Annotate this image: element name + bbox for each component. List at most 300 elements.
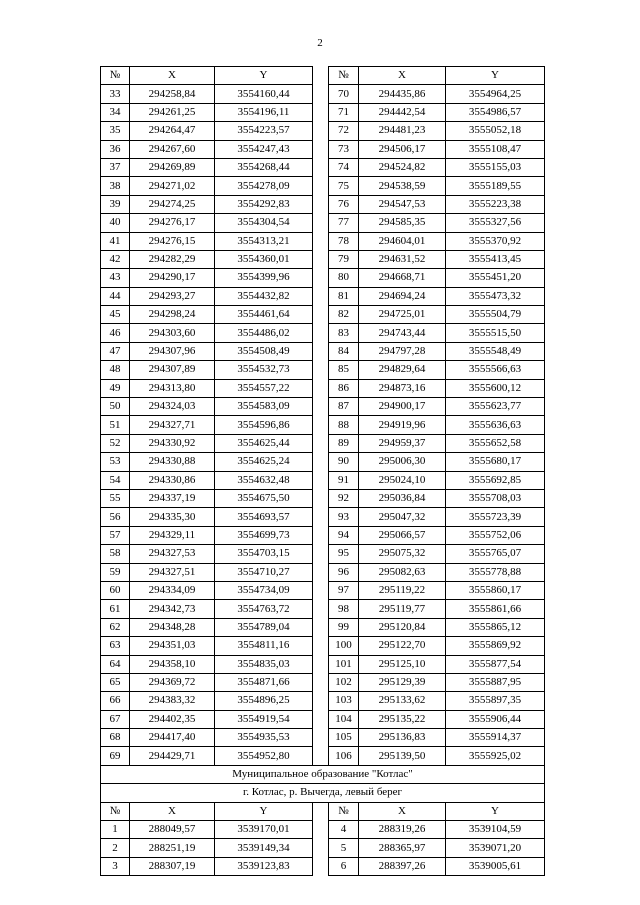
cell-left-num: 40 xyxy=(101,214,130,232)
cell-left-x: 294330,92 xyxy=(130,434,215,452)
cell-right-x: 295125,10 xyxy=(359,655,446,673)
column-gap xyxy=(313,324,329,342)
cell-left-num: 44 xyxy=(101,287,130,305)
cell-left-num: 3 xyxy=(101,857,130,875)
column-gap xyxy=(313,379,329,397)
cell-left-y: 3554703,15 xyxy=(215,545,313,563)
cell-left-y: 3554871,66 xyxy=(215,673,313,691)
cell-left-y: 3554304,54 xyxy=(215,214,313,232)
cell-left-y: 3554268,44 xyxy=(215,158,313,176)
table-row xyxy=(101,269,545,287)
cell-left-num: 42 xyxy=(101,250,130,268)
cell-left-num: 50 xyxy=(101,398,130,416)
cell-left-x: 294429,71 xyxy=(130,747,215,765)
page-number: 2 xyxy=(317,37,323,49)
cell-left-num: 48 xyxy=(101,361,130,379)
cell-right-num: 74 xyxy=(329,158,359,176)
column-gap xyxy=(313,673,329,691)
cell-right-x: 294668,71 xyxy=(359,269,446,287)
cell-right-num: 6 xyxy=(329,857,359,875)
table-row xyxy=(101,821,545,839)
table-row xyxy=(101,306,545,324)
table-row xyxy=(101,600,545,618)
section-subtitle-row xyxy=(101,784,545,802)
column-gap xyxy=(313,839,329,857)
cell-left-num: 55 xyxy=(101,489,130,507)
cell-left-x: 294324,03 xyxy=(130,398,215,416)
cell-right-x: 295066,57 xyxy=(359,526,446,544)
column-gap xyxy=(313,581,329,599)
cell-left-x: 294267,60 xyxy=(130,140,215,158)
cell-left-num: 59 xyxy=(101,563,130,581)
cell-left-y: 3554596,86 xyxy=(215,416,313,434)
cell-right-y: 3555723,39 xyxy=(446,508,545,526)
cell-left-y: 3554919,54 xyxy=(215,710,313,728)
cell-left-y: 3554583,09 xyxy=(215,398,313,416)
cell-left-y: 3554486,02 xyxy=(215,324,313,342)
section-subtitle: г. Котлас, р. Вычегда, левый берег xyxy=(101,784,545,802)
section-title-row xyxy=(101,765,545,783)
cell-left-num: 64 xyxy=(101,655,130,673)
cell-left-num: 61 xyxy=(101,600,130,618)
table-row xyxy=(101,673,545,691)
cell-left-x: 294417,40 xyxy=(130,729,215,747)
cell-right-x: 295119,22 xyxy=(359,581,446,599)
cell-left-num: 35 xyxy=(101,122,130,140)
cell-right-x: 294585,35 xyxy=(359,214,446,232)
table-row xyxy=(101,250,545,268)
cell-right-x: 294506,17 xyxy=(359,140,446,158)
cell-left-y: 3554811,16 xyxy=(215,637,313,655)
cell-left-num: 52 xyxy=(101,434,130,452)
cell-left-y: 3554789,04 xyxy=(215,618,313,636)
table-row xyxy=(101,618,545,636)
column-gap xyxy=(313,489,329,507)
cell-right-y: 3539104,59 xyxy=(446,821,545,839)
cell-left-y: 3554952,80 xyxy=(215,747,313,765)
cell-left-y: 3554699,73 xyxy=(215,526,313,544)
table-row xyxy=(101,85,545,103)
table-row xyxy=(101,581,545,599)
cell-right-y: 3554986,57 xyxy=(446,103,545,121)
cell-right-num: 100 xyxy=(329,637,359,655)
cell-left-x: 294290,17 xyxy=(130,269,215,287)
column-gap xyxy=(313,526,329,544)
cell-right-num: 106 xyxy=(329,747,359,765)
cell-left-num: 34 xyxy=(101,103,130,121)
cell-right-x: 294524,82 xyxy=(359,158,446,176)
cell-left-x: 294327,51 xyxy=(130,563,215,581)
cell-right-x: 294959,37 xyxy=(359,434,446,452)
table-row xyxy=(101,416,545,434)
cell-right-y: 3555548,49 xyxy=(446,342,545,360)
cell-left-x: 294369,72 xyxy=(130,673,215,691)
cell-left-num: 57 xyxy=(101,526,130,544)
cell-right-x: 295136,83 xyxy=(359,729,446,747)
cell-left-x: 288251,19 xyxy=(130,839,215,857)
cell-left-num: 54 xyxy=(101,471,130,489)
cell-right-num: 92 xyxy=(329,489,359,507)
column-gap xyxy=(313,306,329,324)
column-gap xyxy=(313,416,329,434)
cell-left-y: 3554710,27 xyxy=(215,563,313,581)
cell-right-x: 294743,44 xyxy=(359,324,446,342)
cell-right-y: 3555914,37 xyxy=(446,729,545,747)
cell-right-x: 295129,39 xyxy=(359,673,446,691)
cell-left-y: 3539149,34 xyxy=(215,839,313,857)
cell-left-x: 294276,17 xyxy=(130,214,215,232)
cell-left-num: 69 xyxy=(101,747,130,765)
cell-right-num: 80 xyxy=(329,269,359,287)
cell-right-y: 3555052,18 xyxy=(446,122,545,140)
cell-right-num: 97 xyxy=(329,581,359,599)
cell-left-y: 3554935,53 xyxy=(215,729,313,747)
cell-right-y: 3555515,50 xyxy=(446,324,545,342)
cell-left-num: 62 xyxy=(101,618,130,636)
column-gap xyxy=(313,140,329,158)
cell-right-y: 3555861,66 xyxy=(446,600,545,618)
cell-right-num: 70 xyxy=(329,85,359,103)
cell-right-num: 103 xyxy=(329,692,359,710)
cell-left-num: 68 xyxy=(101,729,130,747)
cell-left-num: 67 xyxy=(101,710,130,728)
cell-left-x: 294274,25 xyxy=(130,195,215,213)
table-row xyxy=(101,103,545,121)
cell-right-num: 102 xyxy=(329,673,359,691)
column-gap xyxy=(313,287,329,305)
cell-right-x: 294481,23 xyxy=(359,122,446,140)
cell-right-num: 85 xyxy=(329,361,359,379)
cell-left-y: 3554292,83 xyxy=(215,195,313,213)
table-row xyxy=(101,342,545,360)
cell-right-y: 3555155,03 xyxy=(446,158,545,176)
cell-right-x: 295024,10 xyxy=(359,471,446,489)
cell-left-x: 294402,35 xyxy=(130,710,215,728)
cell-right-y: 3555623,77 xyxy=(446,398,545,416)
cell-right-y: 3555652,58 xyxy=(446,434,545,452)
cell-right-y: 3555778,88 xyxy=(446,563,545,581)
cell-right-x: 295133,62 xyxy=(359,692,446,710)
cell-right-y: 3555189,55 xyxy=(446,177,545,195)
cell-left-x: 294293,27 xyxy=(130,287,215,305)
table-row xyxy=(101,140,545,158)
cell-left-x: 294307,89 xyxy=(130,361,215,379)
header-x: X xyxy=(130,802,215,820)
cell-right-num: 78 xyxy=(329,232,359,250)
cell-right-x: 294631,52 xyxy=(359,250,446,268)
cell-right-num: 93 xyxy=(329,508,359,526)
table-row xyxy=(101,158,545,176)
cell-right-y: 3555370,92 xyxy=(446,232,545,250)
table-row xyxy=(101,324,545,342)
column-gap xyxy=(313,250,329,268)
cell-right-num: 73 xyxy=(329,140,359,158)
cell-right-y: 3555680,17 xyxy=(446,453,545,471)
cell-right-x: 295075,32 xyxy=(359,545,446,563)
column-gap xyxy=(313,158,329,176)
cell-right-x: 288397,26 xyxy=(359,857,446,875)
cell-right-num: 5 xyxy=(329,839,359,857)
cell-left-x: 294258,84 xyxy=(130,85,215,103)
cell-left-x: 294358,10 xyxy=(130,655,215,673)
table-row xyxy=(101,489,545,507)
cell-left-y: 3554693,57 xyxy=(215,508,313,526)
cell-right-num: 83 xyxy=(329,324,359,342)
column-gap xyxy=(313,214,329,232)
cell-right-y: 3555897,35 xyxy=(446,692,545,710)
cell-left-num: 45 xyxy=(101,306,130,324)
cell-right-x: 294919,96 xyxy=(359,416,446,434)
cell-left-x: 294330,86 xyxy=(130,471,215,489)
column-gap xyxy=(313,821,329,839)
cell-right-y: 3555566,63 xyxy=(446,361,545,379)
cell-left-num: 56 xyxy=(101,508,130,526)
cell-left-y: 3554763,72 xyxy=(215,600,313,618)
cell-left-x: 294330,88 xyxy=(130,453,215,471)
table-row xyxy=(101,839,545,857)
cell-right-num: 86 xyxy=(329,379,359,397)
cell-right-y: 3555223,38 xyxy=(446,195,545,213)
cell-right-x: 295139,50 xyxy=(359,747,446,765)
table-row xyxy=(101,471,545,489)
cell-left-y: 3554160,44 xyxy=(215,85,313,103)
column-gap xyxy=(313,342,329,360)
header-x: X xyxy=(359,802,446,820)
cell-left-x: 294348,28 xyxy=(130,618,215,636)
cell-right-num: 81 xyxy=(329,287,359,305)
cell-left-num: 47 xyxy=(101,342,130,360)
cell-right-num: 89 xyxy=(329,434,359,452)
cell-right-x: 294435,86 xyxy=(359,85,446,103)
column-gap xyxy=(313,177,329,195)
cell-left-x: 294282,29 xyxy=(130,250,215,268)
cell-left-y: 3554675,50 xyxy=(215,489,313,507)
cell-right-num: 99 xyxy=(329,618,359,636)
cell-right-y: 3555600,12 xyxy=(446,379,545,397)
cell-left-num: 51 xyxy=(101,416,130,434)
header-y: Y xyxy=(446,67,545,85)
header-y: Y xyxy=(446,802,545,820)
cell-left-num: 1 xyxy=(101,821,130,839)
cell-left-x: 294334,09 xyxy=(130,581,215,599)
cell-right-num: 94 xyxy=(329,526,359,544)
table-header-row xyxy=(101,802,545,820)
cell-right-y: 3555765,07 xyxy=(446,545,545,563)
cell-left-y: 3554399,96 xyxy=(215,269,313,287)
cell-left-x: 294313,80 xyxy=(130,379,215,397)
table-row xyxy=(101,214,545,232)
cell-right-y: 3555860,17 xyxy=(446,581,545,599)
column-gap xyxy=(313,269,329,287)
cell-left-y: 3554625,24 xyxy=(215,453,313,471)
cell-left-num: 39 xyxy=(101,195,130,213)
cell-left-y: 3554247,43 xyxy=(215,140,313,158)
cell-right-num: 79 xyxy=(329,250,359,268)
cell-left-x: 294269,89 xyxy=(130,158,215,176)
cell-left-x: 294335,30 xyxy=(130,508,215,526)
cell-right-y: 3555692,85 xyxy=(446,471,545,489)
cell-left-x: 294327,71 xyxy=(130,416,215,434)
cell-left-num: 60 xyxy=(101,581,130,599)
header-num: № xyxy=(329,802,359,820)
column-gap xyxy=(313,103,329,121)
cell-left-y: 3554896,25 xyxy=(215,692,313,710)
table-row xyxy=(101,122,545,140)
cell-left-x: 294342,73 xyxy=(130,600,215,618)
table-row xyxy=(101,453,545,471)
cell-right-y: 3555708,03 xyxy=(446,489,545,507)
cell-right-num: 75 xyxy=(329,177,359,195)
cell-right-y: 3539071,20 xyxy=(446,839,545,857)
header-num: № xyxy=(101,802,130,820)
column-gap xyxy=(313,67,329,85)
cell-right-x: 295036,84 xyxy=(359,489,446,507)
cell-left-num: 53 xyxy=(101,453,130,471)
cell-left-x: 288049,57 xyxy=(130,821,215,839)
column-gap xyxy=(313,729,329,747)
cell-right-num: 101 xyxy=(329,655,359,673)
cell-right-x: 295135,22 xyxy=(359,710,446,728)
column-gap xyxy=(313,85,329,103)
cell-left-num: 66 xyxy=(101,692,130,710)
table-row xyxy=(101,710,545,728)
table-row xyxy=(101,434,545,452)
cell-right-x: 294873,16 xyxy=(359,379,446,397)
table-row xyxy=(101,692,545,710)
cell-right-y: 3555906,44 xyxy=(446,710,545,728)
column-gap xyxy=(313,508,329,526)
header-y: Y xyxy=(215,67,313,85)
cell-right-y: 3555869,92 xyxy=(446,637,545,655)
cell-right-num: 76 xyxy=(329,195,359,213)
column-gap xyxy=(313,563,329,581)
cell-left-x: 294307,96 xyxy=(130,342,215,360)
header-num: № xyxy=(329,67,359,85)
cell-left-num: 2 xyxy=(101,839,130,857)
cell-right-y: 3555865,12 xyxy=(446,618,545,636)
table-row xyxy=(101,287,545,305)
column-gap xyxy=(313,471,329,489)
table-row xyxy=(101,747,545,765)
cell-left-y: 3554461,64 xyxy=(215,306,313,324)
column-gap xyxy=(313,692,329,710)
cell-left-y: 3554223,57 xyxy=(215,122,313,140)
cell-left-x: 294327,53 xyxy=(130,545,215,563)
cell-right-y: 3555327,56 xyxy=(446,214,545,232)
cell-right-x: 288365,97 xyxy=(359,839,446,857)
header-x: X xyxy=(359,67,446,85)
cell-left-num: 38 xyxy=(101,177,130,195)
cell-left-y: 3554313,21 xyxy=(215,232,313,250)
table-row xyxy=(101,857,545,875)
column-gap xyxy=(313,637,329,655)
cell-left-num: 41 xyxy=(101,232,130,250)
cell-right-num: 91 xyxy=(329,471,359,489)
cell-right-x: 295082,63 xyxy=(359,563,446,581)
cell-left-x: 294271,02 xyxy=(130,177,215,195)
cell-right-num: 96 xyxy=(329,563,359,581)
cell-left-y: 3554278,09 xyxy=(215,177,313,195)
column-gap xyxy=(313,232,329,250)
cell-right-x: 294604,01 xyxy=(359,232,446,250)
cell-right-num: 98 xyxy=(329,600,359,618)
cell-left-y: 3554532,73 xyxy=(215,361,313,379)
cell-right-y: 3555504,79 xyxy=(446,306,545,324)
cell-right-x: 294829,64 xyxy=(359,361,446,379)
cell-left-num: 46 xyxy=(101,324,130,342)
column-gap xyxy=(313,434,329,452)
column-gap xyxy=(313,122,329,140)
cell-right-x: 295006,30 xyxy=(359,453,446,471)
cell-left-num: 33 xyxy=(101,85,130,103)
cell-right-num: 105 xyxy=(329,729,359,747)
cell-left-num: 65 xyxy=(101,673,130,691)
table-row xyxy=(101,361,545,379)
column-gap xyxy=(313,857,329,875)
table-row xyxy=(101,232,545,250)
cell-right-y: 3555636,63 xyxy=(446,416,545,434)
table-row xyxy=(101,195,545,213)
cell-left-num: 58 xyxy=(101,545,130,563)
cell-left-y: 3554508,49 xyxy=(215,342,313,360)
table-row xyxy=(101,398,545,416)
cell-left-x: 294383,32 xyxy=(130,692,215,710)
cell-left-num: 36 xyxy=(101,140,130,158)
cell-right-num: 84 xyxy=(329,342,359,360)
cell-right-x: 294694,24 xyxy=(359,287,446,305)
cell-right-y: 3555925,02 xyxy=(446,747,545,765)
table-row xyxy=(101,655,545,673)
cell-left-y: 3539123,83 xyxy=(215,857,313,875)
cell-right-y: 3555108,47 xyxy=(446,140,545,158)
cell-right-x: 295122,70 xyxy=(359,637,446,655)
column-gap xyxy=(313,618,329,636)
cell-left-y: 3554360,01 xyxy=(215,250,313,268)
cell-right-num: 77 xyxy=(329,214,359,232)
table-row xyxy=(101,177,545,195)
cell-left-num: 63 xyxy=(101,637,130,655)
cell-left-x: 294351,03 xyxy=(130,637,215,655)
column-gap xyxy=(313,195,329,213)
column-gap xyxy=(313,802,329,820)
table-header-row xyxy=(101,67,545,85)
cell-right-x: 294797,28 xyxy=(359,342,446,360)
column-gap xyxy=(313,545,329,563)
cell-right-num: 4 xyxy=(329,821,359,839)
section-title: Муниципальное образование "Котлас" xyxy=(101,765,545,783)
cell-right-num: 82 xyxy=(329,306,359,324)
table-row xyxy=(101,637,545,655)
cell-right-num: 104 xyxy=(329,710,359,728)
cell-left-num: 49 xyxy=(101,379,130,397)
cell-left-x: 294264,47 xyxy=(130,122,215,140)
cell-right-y: 3555413,45 xyxy=(446,250,545,268)
cell-left-num: 37 xyxy=(101,158,130,176)
column-gap xyxy=(313,710,329,728)
coordinates-table xyxy=(100,66,545,876)
column-gap xyxy=(313,361,329,379)
cell-left-y: 3554196,11 xyxy=(215,103,313,121)
cell-right-y: 3554964,25 xyxy=(446,85,545,103)
cell-right-y: 3555887,95 xyxy=(446,673,545,691)
column-gap xyxy=(313,398,329,416)
cell-left-x: 294276,15 xyxy=(130,232,215,250)
table-row xyxy=(101,508,545,526)
cell-right-y: 3539005,61 xyxy=(446,857,545,875)
column-gap xyxy=(313,600,329,618)
cell-left-x: 294298,24 xyxy=(130,306,215,324)
cell-right-x: 294900,17 xyxy=(359,398,446,416)
